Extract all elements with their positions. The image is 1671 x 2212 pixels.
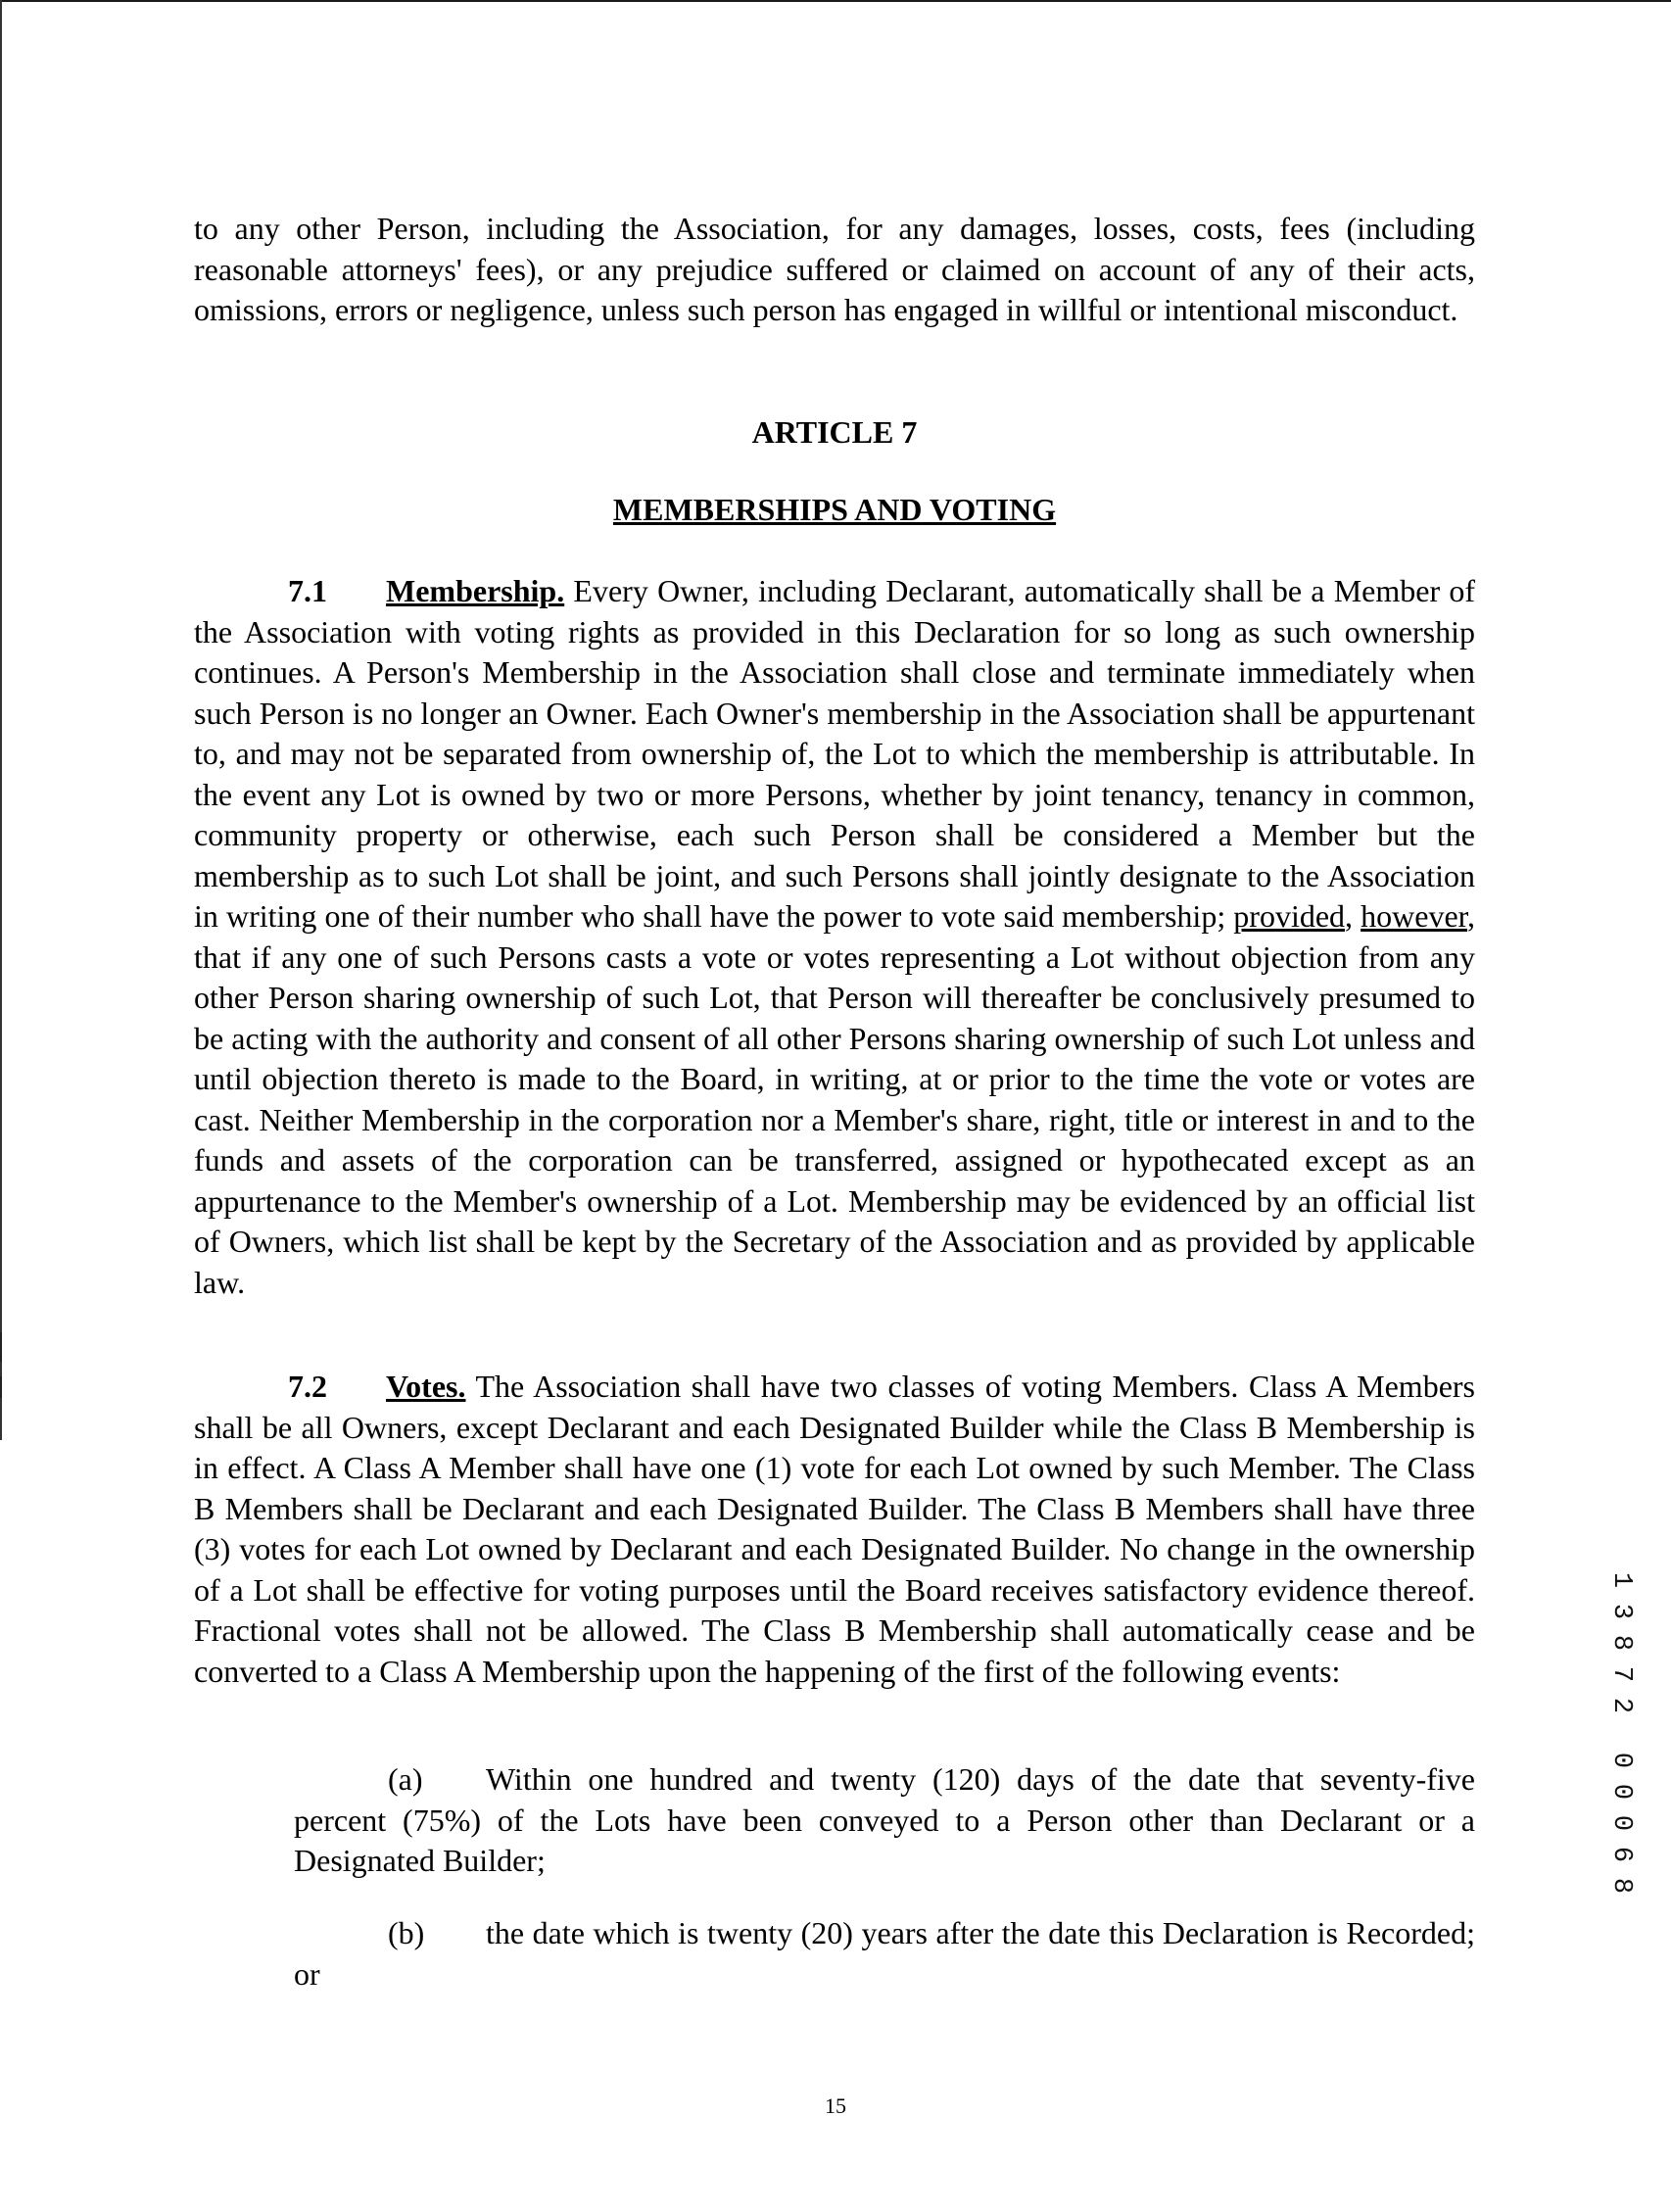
subsection-a-label: (a) xyxy=(388,1761,423,1797)
subsection-a xyxy=(294,1759,1475,1882)
margin-recording-stamp xyxy=(1604,1564,1638,1901)
section-7-2-paragraph xyxy=(194,1367,1475,1692)
scan-border-left xyxy=(0,0,2,1440)
section-7-2-number: 7.2 xyxy=(288,1369,327,1404)
subsection-b-text: the date which is twenty (20) years after the date this Declaration is Recorded; or xyxy=(294,1915,1475,1992)
provided-term: provided xyxy=(1233,898,1346,934)
stamp-digit: 0 xyxy=(1606,1783,1636,1801)
provided-comma: , xyxy=(1345,898,1361,934)
subsection-b xyxy=(294,1913,1475,1995)
section-7-1-paragraph xyxy=(194,571,1475,1303)
scan-mark xyxy=(0,1376,2,1398)
stamp-digit: 0 xyxy=(1606,1814,1636,1832)
stamp-digit: 3 xyxy=(1606,1603,1636,1620)
section-7-2-title: Votes. xyxy=(386,1369,466,1404)
stamp-digit: 8 xyxy=(1606,1634,1636,1652)
stamp-digit: 2 xyxy=(1606,1697,1636,1714)
section-7-1-title: Membership. xyxy=(386,573,565,608)
page-number: 15 xyxy=(825,2093,846,2118)
scan-mark xyxy=(0,1332,2,1362)
however-term: however xyxy=(1361,898,1468,934)
subsection-a-text: Within one hundred and twenty (120) days of the date that seventy-five percent (75%) of the Lots have been conveyed to a Person other than Declarant or a Designated Builder; xyxy=(294,1761,1475,1878)
continuation-paragraph xyxy=(194,209,1475,331)
section-7-1-number: 7.1 xyxy=(288,573,327,608)
stamp-digit: 1 xyxy=(1606,1571,1636,1589)
section-7-2-text: The Association shall have two classes of voting Members. Class A Members shall be all Owners, except Declarant and each Designated Builder while the Class B Membership is in effect. A Class A Member shall have one (1) vote for each Lot owned by such Member. The Class B Members shall be Declarant and each Designated Builder. The Class B Members shall have three (3) votes for each Lot owned by Declarant and each Designated Builder. No change in the ownership of a Lot shall be effective for voting purposes until the Board receives satisfactory evidence thereof. Fractional votes shall not be allowed. The Class B Membership shall automatically cease and be converted to a Class A Membership upon the happening of the first of the following events: xyxy=(194,1369,1475,1689)
stamp-digit: 8 xyxy=(1606,1877,1636,1895)
scan-border-top xyxy=(0,0,1671,2)
continuation-text: to any other Person, including the Association, for any damages, losses, costs, fees (including reasonable attorneys' fees), or any prejudice suffered or claimed on account of any of their acts, omissions, errors or negligence, unless such person has engaged in willful or intentional misconduct. xyxy=(194,211,1475,327)
stamp-digit: 7 xyxy=(1606,1665,1636,1683)
stamp-digit: 6 xyxy=(1606,1846,1636,1863)
article-heading: ARTICLE 7 xyxy=(751,414,918,450)
section-7-1-text-after: , that if any one of such Persons casts a vote or votes representing a Lot without objection from any other Person sharing ownership of such Lot, that Person will thereafter be conclusively presumed to be acting with the authority and consent of all other Persons sharing ownership of such Lot unless and until objection thereto is made to the Board, in writing, at or prior to the time the vote or votes are cast. Neither Membership in the corporation nor a Member's share, right, title or interest in and to the funds and assets of the corporation can be transferred, assigned or hypothecated except as an appurtenance to the Member's ownership of a Lot. Membership may be evidenced by an official list of Owners, which list shall be kept by the Secretary of the Association and as provided by applicable law. xyxy=(194,898,1476,1300)
subsection-b-label: (b) xyxy=(388,1915,425,1950)
article-title: MEMBERSHIPS AND VOTING xyxy=(612,492,1057,527)
stamp-digit: 0 xyxy=(1606,1752,1636,1769)
section-7-1-text-before: Every Owner, including Declarant, automatically shall be a Member of the Association with voting rights as provided in this Declaration for so long as such ownership continues. A Person's Membership in the Association shall close and terminate immediately when such Person is no longer an Owner. Each Owner's membership in the Association shall be appurtenant to, and may not be separated from ownership of, the Lot to which the membership is attributable. In the event any Lot is owned by two or more Persons, whether by joint tenancy, tenancy in common, community property or otherwise, each such Person shall be considered a Member but the membership as to such Lot shall be joint, and such Persons shall jointly designate to the Association in writing one of their number who shall have the power to vote said membership; xyxy=(194,573,1475,934)
